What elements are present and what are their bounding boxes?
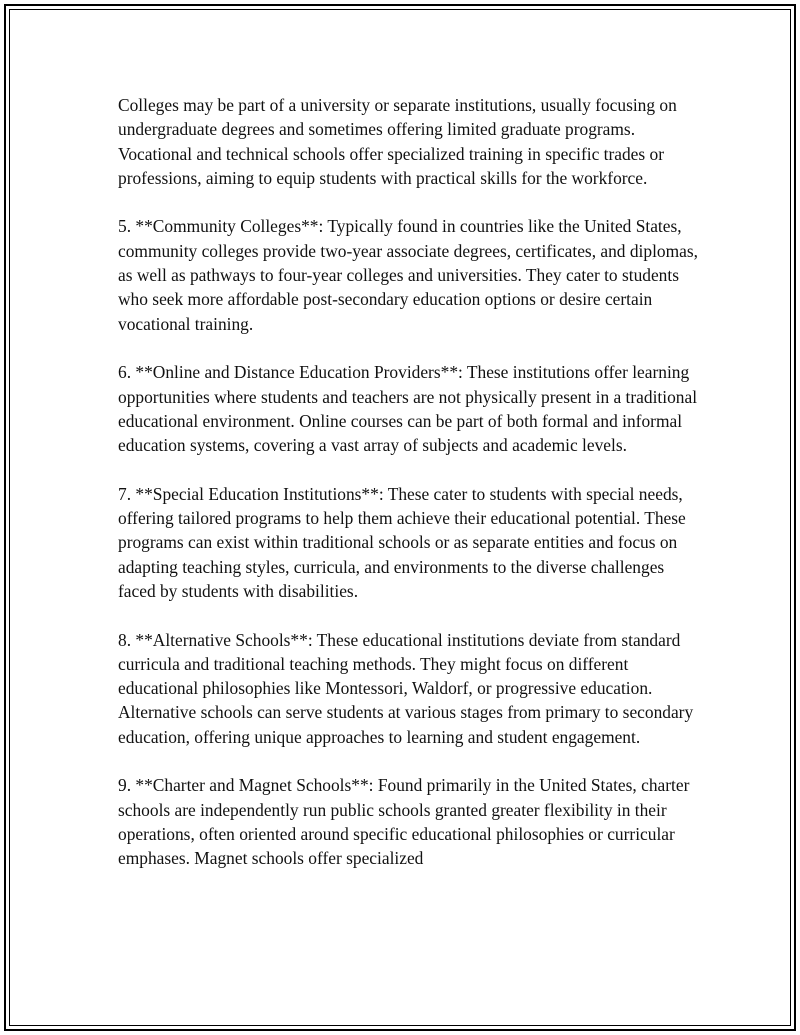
paragraph-alternative-schools: 8. **Alternative Schools**: These educational institutions deviate from standard curricula and traditional teaching methods. They might focus on different educational philosophies like Montessori, Waldorf, or progressive education. Alternative schools can serve students at various stages from primary to secondary education, offering unique approaches to learning and student engagement. <box>118 629 694 747</box>
document-body <box>118 93 698 895</box>
paragraph-special-education: 7. **Special Education Institutions**: These cater to students with special needs, offering tailored programs to help them achieve their educational potential. These programs can exist within traditional schools or as separate entities and focus on adapting teaching styles, curricula, and environments to the diverse challenges faced by students with disabilities. <box>118 483 686 601</box>
paragraph-community-colleges: 5. **Community Colleges**: Typically found in countries like the United States, community colleges provide two-year associate degrees, certificates, and diplomas, as well as pathways to four-year colleges and universities. They cater to students who seek more affordable post-secondary education options or desire certain vocational training. <box>118 216 698 334</box>
paragraph-online-distance-education: 6. **Online and Distance Education Providers**: These institutions offer learning opportunities where students and teachers are not physically present in a traditional educational environment. Online courses can be part of both formal and informal education systems, covering a vast array of subjects and academic levels. <box>118 362 698 456</box>
paragraph-charter-magnet-schools: 9. **Charter and Magnet Schools**: Found primarily in the United States, charter schools are independently run public schools granted greater flexibility in their operations, often oriented around specific educational philosophies or curricular emphases. Magnet schools offer specialized <box>118 775 690 869</box>
paragraph-colleges-vocational: Colleges may be part of a university or separate institutions, usually focusing on undergraduate degrees and sometimes offering limited graduate programs. Vocational and technical schools offer specialized training in specific trades or professions, aiming to equip students with practical skills for the workforce. <box>118 95 677 188</box>
